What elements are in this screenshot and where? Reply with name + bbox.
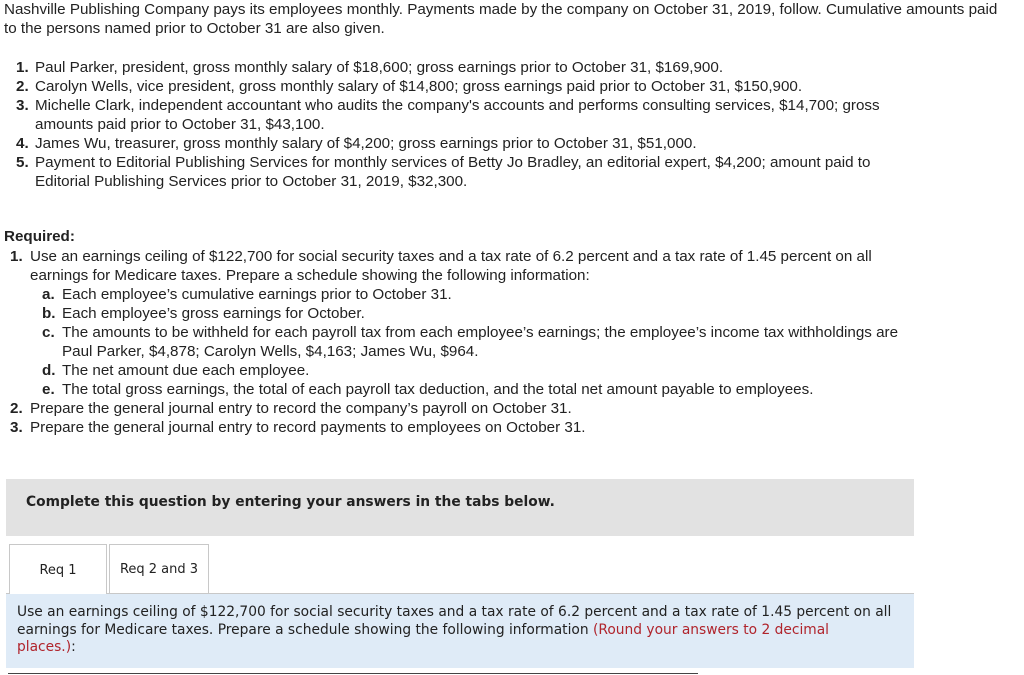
required-number: 2. [10, 400, 23, 417]
panel-line [17, 622, 907, 640]
payment-item-text: James Wu, treasurer, gross monthly salary of $4,200; gross earnings prior to October 31, $51,000. [35, 135, 697, 152]
tab-req-1[interactable]: Req 1 [9, 544, 107, 596]
rounding-hint: (Round your answers to 2 decimal [592, 621, 830, 638]
rounding-hint-continued: places.) [17, 639, 72, 655]
subitem-letter: d. [42, 362, 56, 379]
panel-line: Use an earnings ceiling of $122,700 for social security taxes and a tax rate of 6.2 percent and a tax rate of 1.45 percent on all [17, 604, 892, 620]
subitem-text: The total gross earnings, the total of each payroll tax deduction, and the total net amount payable to employees. [62, 381, 814, 398]
divider-line [8, 673, 698, 674]
payment-item-text: Payment to Editorial Publishing Services for monthly services of Betty Jo Bradley, an editorial expert, $4,200; amount paid to [35, 154, 871, 171]
subitem-text: Paul Parker, $4,878; Carolyn Wells, $4,163; James Wu, $964. [62, 343, 479, 360]
payment-item-text: Paul Parker, president, gross monthly salary of $18,600; gross earnings prior to October 31, $169,900. [35, 59, 724, 76]
required-heading: Required: [4, 228, 75, 245]
required-item-text: earnings for Medicare taxes. Prepare a schedule showing the following information: [30, 267, 590, 284]
tab-req-2-and-3[interactable]: Req 2 and 3 [109, 544, 209, 594]
payment-item-text: Editorial Publishing Services prior to October 31, 2019, $32,300. [35, 173, 468, 190]
required-number: 3. [10, 419, 23, 436]
panel-line-tail: : [71, 639, 76, 655]
panel-line [17, 639, 907, 657]
instructions-banner [6, 479, 914, 536]
subitem-letter: b. [42, 305, 56, 322]
panel-line-main: earnings for Medicare taxes. Prepare a schedule showing the following information [17, 621, 593, 638]
panel-text [17, 604, 907, 657]
subitem-text: The net amount due each employee. [62, 362, 310, 379]
payment-number: 2. [16, 78, 29, 95]
payment-item-text: Carolyn Wells, vice president, gross monthly salary of $14,800; gross earnings paid prior to October 31, $150,900. [35, 78, 803, 95]
required-item-text: Prepare the general journal entry to record the company’s payroll on October 31. [30, 400, 572, 417]
required-item-text: Use an earnings ceiling of $122,700 for social security taxes and a tax rate of 6.2 percent and a tax rate of 1.45 percent on all [30, 248, 872, 265]
banner-text: Complete this question by entering your answers in the tabs below. [26, 494, 555, 510]
payment-number: 5. [16, 154, 29, 171]
subitem-letter: c. [42, 324, 55, 341]
required-number: 1. [10, 248, 23, 265]
req1-instruction-panel [6, 594, 914, 668]
subitem-text: Each employee’s gross earnings for October. [62, 305, 365, 322]
payment-number: 3. [16, 97, 29, 114]
payment-item-text: amounts paid prior to October 31, $43,100. [35, 116, 325, 133]
payment-number: 4. [16, 135, 29, 152]
subitem-text: Each employee’s cumulative earnings prior to October 31. [62, 286, 452, 303]
payment-item-text: Michelle Clark, independent accountant who audits the company's accounts and performs consulting services, $14,700; gross [35, 97, 880, 114]
subitem-letter: e. [42, 381, 55, 398]
payment-number: 1. [16, 59, 29, 76]
required-item-text: Prepare the general journal entry to record payments to employees on October 31. [30, 419, 586, 436]
intro-paragraph: Nashville Publishing Company pays its employees monthly. Payments made by the company on October 31, 2019, follow. Cumulative amounts paid to the persons named prior to October 31 are also given. [4, 1, 998, 37]
subitem-letter: a. [42, 286, 55, 303]
subitem-text: The amounts to be withheld for each payroll tax from each employee’s earnings; the employee’s income tax withholdings are [62, 324, 899, 341]
